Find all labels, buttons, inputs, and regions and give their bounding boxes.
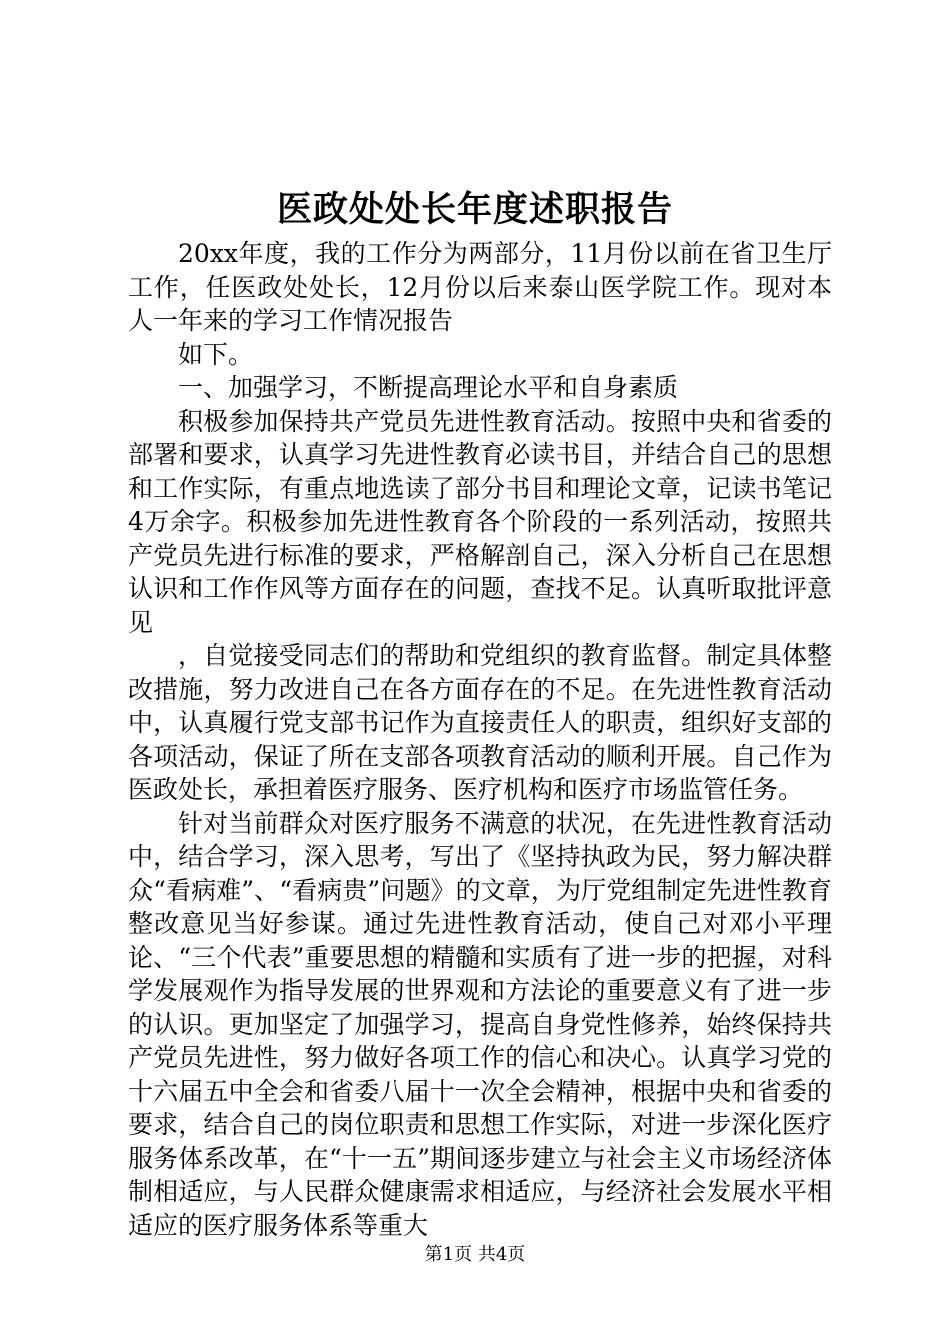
document-body — [128, 237, 832, 1242]
document-title: 医政处处长年度述职报告 — [276, 189, 673, 230]
paragraph-intro-continued: 如下。 — [178, 339, 254, 369]
paragraph-intro: 20xx年度，我的工作分为两部分，11月份以前在省卫生厅工作，任医政处处长，12月份以后来泰山医学院工作。现对本人一年来的学习工作情况报告 — [128, 239, 832, 335]
page-number-footer: 第1页 共4页 — [424, 1244, 526, 1265]
paragraph-medical-service: 针对当前群众对医疗服务不满意的状况，在先进性教育活动中，结合学习，深入思考，写出了《坚持执政为民，努力解决群众“看病难”、“看病贵”问题》的文章，为厅党组制定先进性教育整改意见当好参谋。通过先进性教育活动，使自己对邓小平理论、“三个代表”重要思想的精髓和实质有了进一步的把握，对科学发展观作为指导发展的世界观和方法论的重要意义有了进一步的认识。更加坚定了加强学习，提高自身党性修养，始终保持共产党员先进性，努力做好各项工作的信心和决心。认真学习党的十六届五中全会和省委八届十一次全会精神，根据中央和省委的要求，结合自己的岗位职责和思想工作实际，对进一步深化医疗服务体系改革，在“十一五”期间逐步建立与社会主义市场经济体制相适应，与人民群众健康需求相适应，与经济社会发展水平相适应的医疗服务体系等重大 — [128, 808, 832, 1240]
paragraph-rectification: ，自觉接受同志们的帮助和党组织的教育监督。制定具体整改措施，努力改进自己在各方面存在的不足。在先进性教育活动中，认真履行党支部书记作为直接责任人的职责，组织好支部的各项活动，保证了所在支部各项教育活动的顺利开展。自己作为医政处长，承担着医疗服务、医疗机构和医疗市场监管任务。 — [128, 641, 832, 804]
paragraph-study-activity: 积极参加保持共产党员先进性教育活动。按照中央和省委的部署和要求，认真学习先进性教育必读书目，并结合自己的思想和工作实际，有重点地选读了部分书目和理论文章，记读书笔记4万余字。积极参加先进性教育各个阶段的一系列活动，按照共产党员先进行标准的要求，严格解剖自己，深入分析自己在思想认识和工作作风等方面存在的问题，查找不足。认真听取批评意见 — [128, 406, 832, 637]
section-heading-1: 一、加强学习，不断提高理论水平和自身素质 — [178, 373, 679, 402]
